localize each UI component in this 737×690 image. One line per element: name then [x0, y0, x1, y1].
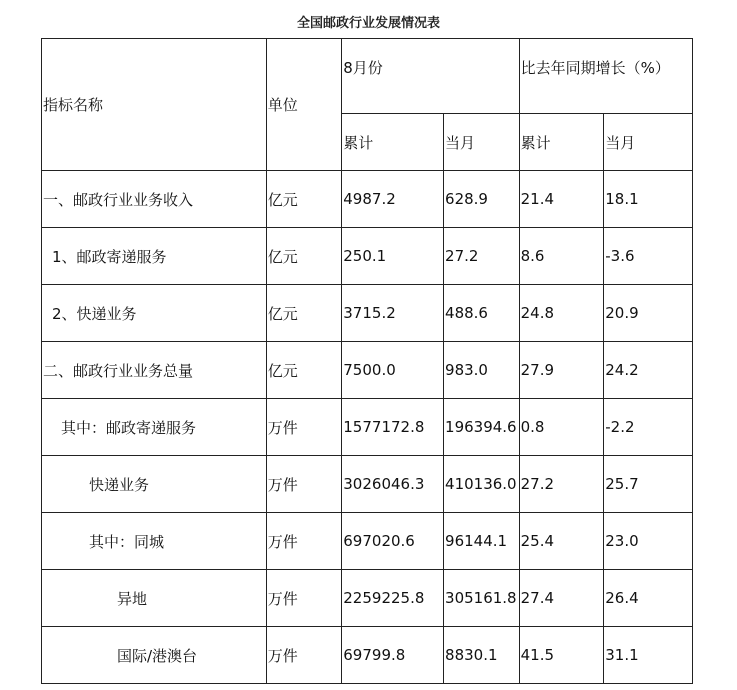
row-growth-month: 20.9	[604, 285, 693, 342]
row-cumulative: 3026046.3	[342, 456, 444, 513]
row-month: 27.2	[444, 228, 520, 285]
row-cumulative: 4987.2	[342, 171, 444, 228]
row-growth-month: -3.6	[604, 228, 693, 285]
row-name: 二、邮政行业业务总量	[42, 342, 267, 399]
row-growth-cumulative: 8.6	[519, 228, 604, 285]
table-row	[42, 627, 693, 684]
row-name: 异地	[42, 570, 267, 627]
row-growth-cumulative: 25.4	[519, 513, 604, 570]
row-unit: 万件	[266, 513, 342, 570]
table-row	[42, 570, 693, 627]
row-unit: 亿元	[266, 228, 342, 285]
row-growth-cumulative: 21.4	[519, 171, 604, 228]
table-row	[42, 285, 693, 342]
row-cumulative: 2259225.8	[342, 570, 444, 627]
row-month: 305161.8	[444, 570, 520, 627]
row-month: 488.6	[444, 285, 520, 342]
row-growth-month: 23.0	[604, 513, 693, 570]
row-cumulative: 3715.2	[342, 285, 444, 342]
header-row-1	[42, 39, 693, 114]
row-unit: 万件	[266, 399, 342, 456]
table-row	[42, 456, 693, 513]
row-unit: 亿元	[266, 342, 342, 399]
row-cumulative: 7500.0	[342, 342, 444, 399]
row-month: 628.9	[444, 171, 520, 228]
row-month: 983.0	[444, 342, 520, 399]
row-cumulative: 697020.6	[342, 513, 444, 570]
header-growth-month: 当月	[604, 114, 693, 171]
row-name: 其中：同城	[42, 513, 267, 570]
row-unit: 亿元	[266, 171, 342, 228]
row-unit: 万件	[266, 456, 342, 513]
row-name: 2、快递业务	[42, 285, 267, 342]
row-month: 410136.0	[444, 456, 520, 513]
table-row	[42, 399, 693, 456]
table-row	[42, 171, 693, 228]
row-growth-cumulative: 27.4	[519, 570, 604, 627]
row-month: 8830.1	[444, 627, 520, 684]
row-growth-month: 26.4	[604, 570, 693, 627]
header-month: 当月	[444, 114, 520, 171]
header-august: 8月份	[342, 39, 519, 114]
row-growth-cumulative: 27.9	[519, 342, 604, 399]
row-name: 其中：邮政寄递服务	[42, 399, 267, 456]
row-cumulative: 1577172.8	[342, 399, 444, 456]
row-growth-month: 24.2	[604, 342, 693, 399]
header-growth-cumulative: 累计	[519, 114, 604, 171]
header-growth: 比去年同期增长（%）	[519, 39, 692, 114]
row-growth-month: 31.1	[604, 627, 693, 684]
row-growth-month: 18.1	[604, 171, 693, 228]
table-row	[42, 228, 693, 285]
header-unit: 单位	[266, 39, 342, 171]
table-title: 全国邮政行业发展情况表	[296, 16, 440, 31]
postal-industry-table	[41, 38, 693, 684]
row-month: 96144.1	[444, 513, 520, 570]
row-unit: 万件	[266, 627, 342, 684]
row-growth-month: 25.7	[604, 456, 693, 513]
row-name: 国际/港澳台	[42, 627, 267, 684]
row-growth-cumulative: 41.5	[519, 627, 604, 684]
header-indicator-name: 指标名称	[42, 39, 267, 171]
row-cumulative: 250.1	[342, 228, 444, 285]
row-growth-month: -2.2	[604, 399, 693, 456]
table-row	[42, 342, 693, 399]
row-unit: 亿元	[266, 285, 342, 342]
row-month: 196394.6	[444, 399, 520, 456]
row-name: 1、邮政寄递服务	[42, 228, 267, 285]
row-growth-cumulative: 27.2	[519, 456, 604, 513]
row-unit: 万件	[266, 570, 342, 627]
row-cumulative: 69799.8	[342, 627, 444, 684]
row-growth-cumulative: 24.8	[519, 285, 604, 342]
row-name: 一、邮政行业业务收入	[42, 171, 267, 228]
row-name: 快递业务	[42, 456, 267, 513]
row-growth-cumulative: 0.8	[519, 399, 604, 456]
table-row	[42, 513, 693, 570]
header-cumulative: 累计	[342, 114, 444, 171]
